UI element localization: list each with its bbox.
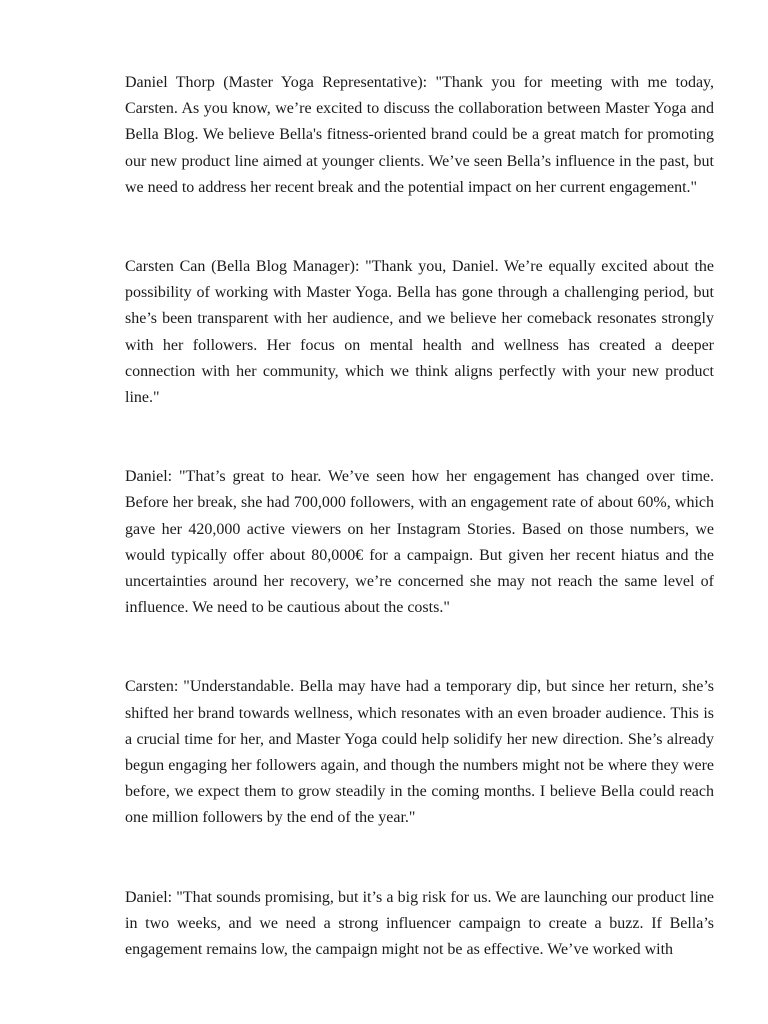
document-body [125, 70, 714, 1016]
paragraph-daniel-engagement: Daniel: "That’s great to hear. We’ve seen how her engagement has changed over time. Before her break, she had 700,000 followers, with an engagement rate of about 60%, which gave her 420,000 active viewers on her Instagram Stories. Based on those numbers, we would typically offer about 80,000€ for a campaign. But given her recent hiatus and the uncertainties around her recovery, we’re concerned she may not reach the same level of influence. We need to be cautious about the costs." [125, 468, 714, 617]
paragraph-carsten-reply: Carsten Can (Bella Blog Manager): "Thank you, Daniel. We’re equally excited about the possibility of working with Master Yoga. Bella has gone through a challenging period, but she’s been transparent with her audience, and we believe her comeback resonates strongly with her followers. Her focus on mental health and wellness has created a deeper connection with her community, which we think aligns perfectly with your new product line." [125, 258, 714, 407]
paragraph-carsten-wellness: Carsten: "Understandable. Bella may have had a temporary dip, but since her return, she’s shifted her brand towards wellness, which resonates with an even broader audience. This is a crucial time for her, and Master Yoga could help solidify her new direction. She’s already begun engaging her followers again, and though the numbers might not be where they were before, we expect them to grow steadily in the coming months. I believe Bella could reach one million followers by the end of the year." [125, 678, 714, 827]
paragraph-daniel-risk: Daniel: "That sounds promising, but it’s a big risk for us. We are launching our product line in two weeks, and we need a strong influencer campaign to create a buzz. If Bella’s engagement remains low, the campaign might not be as effective. We’ve worked with [125, 888, 714, 959]
paragraph-daniel-opening: Daniel Thorp (Master Yoga Representative): "Thank you for meeting with me today, Carsten. As you know, we’re excited to discuss the collaboration between Master Yoga and Bella Blog. We believe Bella's fitness-oriented brand could be a great match for promoting our new product line aimed at younger clients. We’ve seen Bella’s influence in the past, but we need to address her recent break and the potential impact on her current engagement." [125, 74, 714, 196]
